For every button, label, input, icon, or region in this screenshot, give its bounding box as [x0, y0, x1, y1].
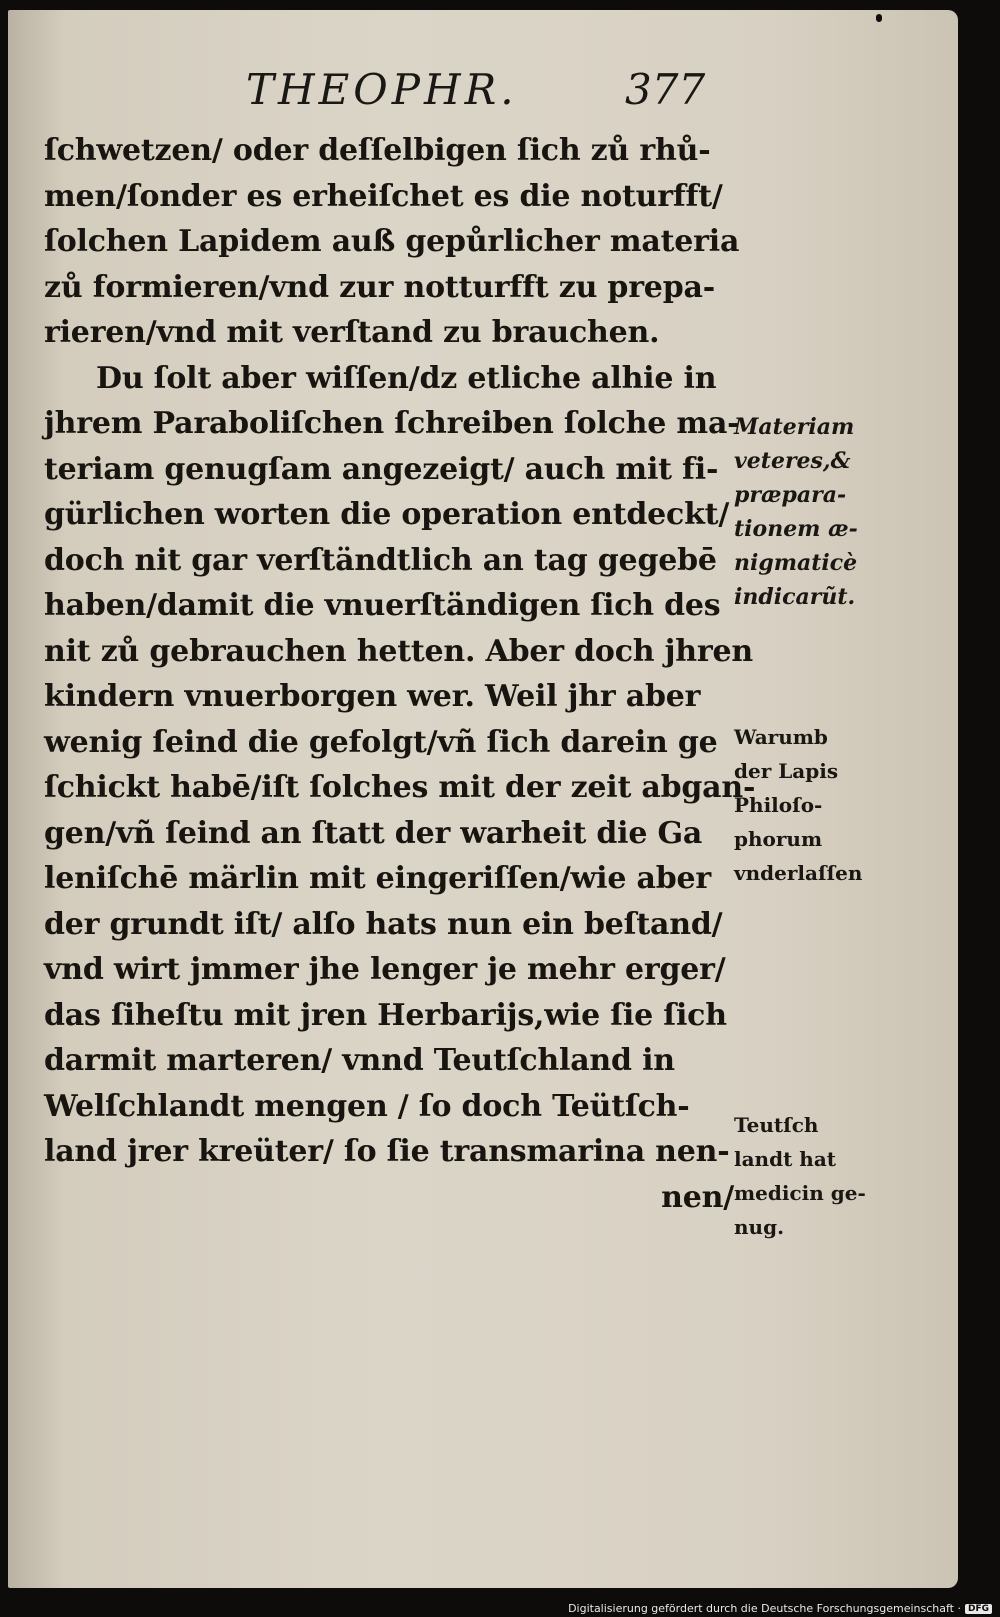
text-line: zů formieren/vnd zur notturfft zu prepa-: [44, 269, 715, 305]
text-line: gen/vñ ſeind an ſtatt der warheit die Ga: [44, 815, 703, 851]
marginal-note-materiam: [734, 410, 894, 614]
text-line: nit zů gebrauchen hetten. Aber doch jhren: [44, 633, 753, 669]
text-line: doch nit gar verſtändtlich an tag gegebē: [44, 542, 717, 578]
footer-credit-text: Digitalisierung gefördert durch die Deutsche Forschungsgemeinschaft ·: [568, 1602, 961, 1615]
marginal-line: Materiam: [734, 414, 855, 440]
text-line: ſchickt habē/iſt ſolches mit der zeit abgan-: [44, 770, 756, 805]
running-title: THEOPHR.: [246, 65, 518, 114]
main-text-block: [44, 128, 756, 1220]
marginal-line: vnderlaſſen: [734, 861, 863, 885]
dfg-logo-icon: DFG: [965, 1604, 992, 1614]
marginal-line: Warumb: [734, 725, 828, 749]
text-line: der grundt iſt/ alſo hats nun ein beſtand/: [44, 906, 723, 942]
marginal-line: medicin ge-: [734, 1181, 866, 1205]
page-header: [8, 65, 958, 125]
text-line: wenig ſeind die gefolgt/vñ ſich darein ge: [44, 724, 718, 760]
page-number: 377: [625, 65, 706, 114]
text-line: vnd wirt jmmer jhe lenger je mehr erger/: [44, 952, 726, 987]
digitization-footer: [568, 1602, 992, 1615]
text-line: ſchwetzen/ oder deſſelbigen ſich zů rhů-: [44, 133, 711, 168]
marginal-note-teutschlandt: [734, 1108, 894, 1244]
marginal-line: nug.: [734, 1215, 785, 1239]
marginal-note-warumb: [734, 720, 894, 890]
book-page: [8, 10, 958, 1588]
marginal-line: Philoſo-: [734, 793, 823, 817]
marginal-line: præpara-: [734, 482, 847, 508]
text-line: Du ſolt aber wiſſen/dz etliche alhie in: [96, 360, 717, 396]
text-line: nen/: [661, 1179, 734, 1215]
marginal-line: nigmaticè: [734, 550, 858, 576]
marginal-line: landt hat: [734, 1147, 837, 1171]
marginal-line: veteres,&: [734, 448, 851, 474]
marginal-line: tionem æ-: [734, 516, 858, 542]
marginal-line: phorum: [734, 827, 823, 851]
text-line: darmit marteren/ vnnd Teutſchland in: [44, 1043, 675, 1078]
page-corner-mark: [876, 14, 882, 22]
text-line: kindern vnuerborgen wer. Weil jhr aber: [44, 679, 701, 714]
text-line: ſolchen Lapidem auß gepůrlicher materia: [44, 224, 740, 259]
text-line: men/ſonder es erheiſchet es die noturfft/: [44, 178, 723, 214]
text-line: gürlichen worten die operation entdeckt/: [44, 497, 730, 532]
text-line: leniſchē märlin mit eingeriſſen/wie aber: [44, 861, 711, 896]
text-line: teriam genugſam angezeigt/ auch mit fi-: [44, 451, 719, 487]
marginal-line: Teutſch: [734, 1113, 819, 1137]
marginal-line: der Lapis: [734, 759, 839, 783]
text-line: land jrer kreüter/ ſo ſie transmarina nen-: [44, 1134, 730, 1169]
text-line: das ſiheſtu mit jren Herbarijs,wie ſie ſich: [44, 997, 727, 1033]
text-line: Welſchlandt mengen / ſo doch Teütſch-: [44, 1088, 690, 1124]
text-line: haben/damit die vnuerſtändigen ſich des: [44, 588, 721, 623]
marginal-line: indicarũt.: [734, 584, 856, 610]
text-line: jhrem Paraboliſchen ſchreiben ſolche ma-: [44, 406, 740, 441]
text-line: rieren/vnd mit verſtand zu brauchen.: [44, 315, 660, 350]
